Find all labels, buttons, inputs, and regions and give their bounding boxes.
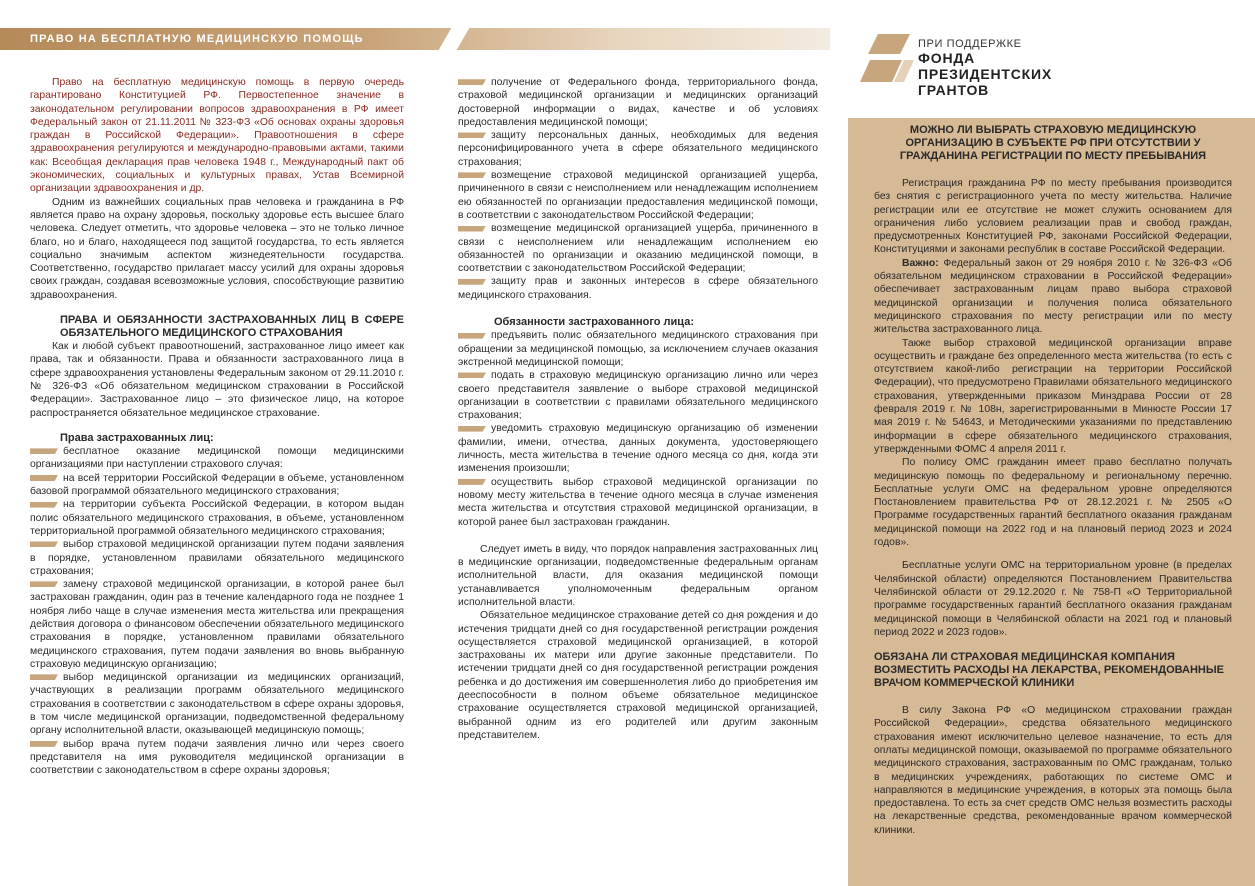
intro-paragraph: Право на бесплатную медицинскую помощь в первую очередь гарантировано Конституцией РФ. Первостепенное значение в законодательном регулировании вопросов здравоохранения в РФ имеет Федеральный закон от 21.11.2011 № 323-ФЗ «Об основах охраны здоровья граждан в Российской Федерации». Правоотношения в сфере здравоохранения регулируются и международно-правовыми актами, такими как: Всеобщая декларация прав человека 1948 г., Международный пакт об экономических, социальных и культурных правах, Устав Всемирной организации здравоохранения и др.: [30, 77, 404, 195]
bullet-icon: [458, 132, 486, 138]
bullet-icon: [30, 741, 58, 747]
column-1: [30, 76, 404, 778]
section-heading: ПРАВА И ОБЯЗАННОСТИ ЗАСТРАХОВАННЫХ ЛИЦ В СФЕРЕ ОБЯЗАТЕЛЬНОГО МЕДИЦИНСКОГО СТРАХОВАНИЯ: [60, 314, 404, 340]
list-item: возмещение медицинской организацией ущерба, причиненного в связи с неисполнением или ненадлежащим исполнением ею обязанностей по организации и оказанию медицинской помощи, в соответствии с законодательством Российской Федерации;: [458, 223, 818, 275]
logo-mark-icon: [860, 30, 914, 86]
list-item: бесплатное оказание медицинской помощи медицинскими организациями при наступлении страхового случая:: [30, 446, 404, 471]
bullet-icon: [458, 372, 486, 378]
paragraph: Регистрация гражданина РФ по месту пребывания производится без снятия с регистрационного учета по месту жительства. Наличие регистрации или ее отсутствие не может служить основанием для ограничения либо условием реализации прав и свобод граждан, предусмотренных Конституцией РФ, законами Российской Федерации, Конституциями и законами республик в составе Российской Федерации.: [874, 178, 1232, 256]
bullet-icon: [458, 172, 486, 178]
list-item: получение от Федерального фонда, территориального фонда, страховой медицинской организации и медицинских организаций достоверной информации о видах, качестве и об условиях предоставления медицинской помощи;: [458, 77, 818, 128]
bullet-icon: [458, 426, 486, 432]
paragraph: Бесплатные услуги ОМС на территориальном уровне (в пределах Челябинской области) определяются Постановлением Правительства Челябинской области от 29.12.2020 г. № 758-П «О Территориальной программе государственных гарантий бесплатного оказания гражданам медицинской помощи в Челябинской области на 2021 год и плановый период 2022 и 2023 годов».: [874, 560, 1232, 638]
list-item: возмещение страховой медицинской организацией ущерба, причиненного в связи с неисполнением или ненадлежащим исполнением ею обязанностей по организации предоставления медицинской помощи, в соответствии с законодательством Российской Федерации;: [458, 170, 818, 221]
sidebar-content: [874, 124, 1232, 837]
list-item: выбор страховой медицинской организации путем подачи заявления в порядке, установленном правилами обязательного медицинского страхования;: [30, 539, 404, 577]
logo-line1: ПРИ ПОДДЕРЖКЕ: [918, 38, 1022, 50]
list-item: уведомить страховую медицинскую организацию об изменении фамилии, имени, отчества, данных документа, удостоверяющего личность, места жительства в течение одного месяца со дня, когда эти изменения произошли;: [458, 423, 818, 475]
list-item: выбор медицинской организации из медицинских организаций, участвующих в реализации программ обязательного медицинского страхования в соответствии с законодательством в сфере охраны здоровья, в том числе медицинской организации, подведомственной федеральному органу исполнительной власти, оказывающей медицинскую помощь;: [30, 672, 404, 737]
bullet-icon: [30, 581, 58, 587]
paragraph: Также выбор страховой медицинской организации вправе осуществить и граждане без определенного места жительства (то есть с отсутствием какой-либо регистрации на территории Российской Федерации), что предусмотрено Правилами обязательного медицинского страхования, утвержденными приказом Минздрава России от 28 февраля 2019 г. № 108н, зарегистрированными в Минюсте России 17 мая 2019 г. № 54643, и Методическими указаниями по представлению информации в сфере обязательного медицинского страхования, утвержденными ФОМС 4 апреля 2011 г.: [874, 337, 1232, 455]
bullet-icon: [458, 333, 486, 339]
bullet-icon: [30, 502, 58, 508]
bullet-icon: [458, 479, 486, 485]
paragraph: Важно: Федеральный закон от 29 ноября 2010 г. № 326-ФЗ «Об обязательном медицинском страховании в Российской Федерации» обеспечивает застрахованным лицам право выбора страховой медицинской организации и получения полиса обязательного медицинского страхования по месту регистрации или по месту жительства застрахованного лица.: [874, 257, 1232, 336]
important-label: Важно:: [902, 257, 939, 269]
sidebar-heading-registration: МОЖНО ЛИ ВЫБРАТЬ СТРАХОВУЮ МЕДИЦИНСКУЮ ОРГАНИЗАЦИЮ В СУБЪЕКТЕ РФ ПРИ ОТСУТСТВИИ У ГРАЖДАНИНА РЕГИСТРАЦИИ ПО МЕСТУ ПРЕБЫВАНИЯ: [899, 124, 1207, 162]
paragraph: Обязательное медицинское страхование детей со дня рождения и до истечения тридцати дней со дня государственной регистрации рождения осуществляется страховой медицинской организацией, в которой застрахованы их матери или другие законные представители. По истечении тридцати дней со дня государственной регистрации рождения ребенка и до достижения им совершеннолетия либо до приобретения им дееспособности в полном объеме обязательное медицинское страхование осуществляется страховой медицинской организацией, выбранной одним из его родителей или другим законным представителем.: [458, 610, 818, 741]
list-item: защиту персональных данных, необходимых для ведения персонифицированного учета в сфере обязательного медицинского страхования;: [458, 130, 818, 168]
paragraph: Одним из важнейших социальных прав человека и гражданина в РФ является право на охрану здоровья, поскольку здоровье есть высшее благо человека. Следует отметить, что здоровье человека – это не только личное благо, но и благо, находящееся под защитой государства, то есть является социально значимым аспектом жизнедеятельности государства. Соответственно, государство прилагает массу усилий для охраны здоровья своих граждан, создавая всевозможные условия, способствующие развитию здравоохранения.: [30, 196, 404, 301]
paragraph: Следует иметь в виду, что порядок направления застрахованных лиц в медицинские организации, подведомственные федеральным органам исполнительной власти, для оказания медицинской помощи устанавливается уполномоченным федеральным органом исполнительной власти.: [458, 543, 818, 608]
sidebar-heading-medicines: ОБЯЗАНА ЛИ СТРАХОВАЯ МЕДИЦИНСКАЯ КОМПАНИЯ ВОЗМЕСТИТЬ РАСХОДЫ НА ЛЕКАРСТВА, РЕКОМЕНДОВАННЫЕ ВРАЧОМ КОММЕРЧЕСКОЙ КЛИНИКИ: [874, 651, 1224, 690]
bullet-icon: [458, 279, 486, 285]
rights-subheading: Права застрахованных лиц:: [60, 431, 214, 444]
list-item: подать в страховую медицинскую организацию лично или через своего представителя заявление о выборе страховой медицинской организации в соответствии с правилами обязательного медицинского страхования;: [458, 370, 818, 422]
bullet-icon: [458, 79, 486, 85]
logo-line4: ГРАНТОВ: [918, 82, 990, 98]
list-item: на территории субъекта Российской Федерации, в котором выдан полис обязательного медицинского страхования, в объеме, установленном территориальной программой обязательного медицинского страхования;: [30, 499, 404, 537]
bullet-icon: [30, 448, 58, 454]
list-item: на всей территории Российской Федерации в объеме, установленном базовой программой обязательного медицинского страхования;: [30, 472, 404, 498]
list-item: замену страховой медицинской организации, в которой ранее был застрахован гражданин, один раз в течение календарного года не позднее 1 ноября либо чаще в случае изменения места жительства или прекращения действия договора о финансовом обеспечении обязательного медицинского страхования в порядке, установленном правилами обязательного медицинского страхования, путем подачи заявления во вновь выбранную страховую медицинскую организацию;: [30, 579, 404, 670]
duties-subheading: Обязанности застрахованного лица:: [494, 316, 694, 329]
list-item: защиту прав и законных интересов в сфере обязательного медицинского страхования.: [458, 276, 818, 301]
list-item: предъявить полис обязательного медицинского страхования при обращении за медицинской помощью, за исключением случаев оказания экстренной медицинской помощи;: [458, 330, 818, 368]
bullet-icon: [30, 674, 58, 680]
bullet-icon: [30, 475, 58, 481]
list-item: выбор врача путем подачи заявления лично или через своего представителя на имя руководителя медицинской организации в соответствии с законодательством в сфере охраны здоровья;: [30, 738, 404, 777]
bullet-icon: [30, 541, 58, 547]
logo-line2: ФОНДА: [918, 50, 976, 66]
list-item: осуществить выбор страховой медицинской организации по новому месту жительства в течение одного месяца в случае изменения места жительства и отсутствия страховой медицинской организации, в которой ранее был застрахован гражданин.: [458, 476, 818, 528]
bullet-icon: [458, 226, 486, 232]
paragraph: По полису ОМС гражданин имеет право бесплатно получать медицинскую помощь по федеральному и региональному перечню. Бесплатные услуги ОМС на федеральном уровне определяются Постановлением правительства РФ от 28.12.2021 г. № 2505 «О Программе государственных гарантий бесплатного оказания гражданам медицинской помощи на 2022 год и на плановый период 2023 и 2024 годов».: [874, 457, 1232, 549]
paragraph: Как и любой субъект правоотношений, застрахованное лицо имеет как права, так и обязанности. Права и обязанности застрахованного лица в сфере здравоохранения установлены Федеральным законом от 29.11.2010 г. № 326-ФЗ «Об обязательном медицинском страховании в Российской Федерации». Застрахованное лицо – это физическое лицо, на которое распространяется обязательное медицинское страхование.: [30, 341, 404, 419]
column-2: [458, 76, 818, 742]
logo-line3: ПРЕЗИДЕНТСКИХ: [918, 66, 1053, 82]
page-title: ПРАВО НА БЕСПЛАТНУЮ МЕДИЦИНСКУЮ ПОМОЩЬ: [30, 33, 364, 45]
paragraph: В силу Закона РФ «О медицинском страховании граждан Российской Федерации», средства обязательного медицинского страхования имеют исключительно целевое назначение, то есть для оплаты медицинской помощи, оказываемой по программе обязательного медицинского страхования, застрахованным по ОМС гражданам, только в медицинских учреждениях, работающих по системе ОМС и направляются в медицинские учреждения, в которых эта помощь была предоставлена. То есть за счет средств ОМС нельзя возместить расходы на лекарственные средства, рекомендованные врачом коммерческой клиники.: [874, 705, 1232, 836]
